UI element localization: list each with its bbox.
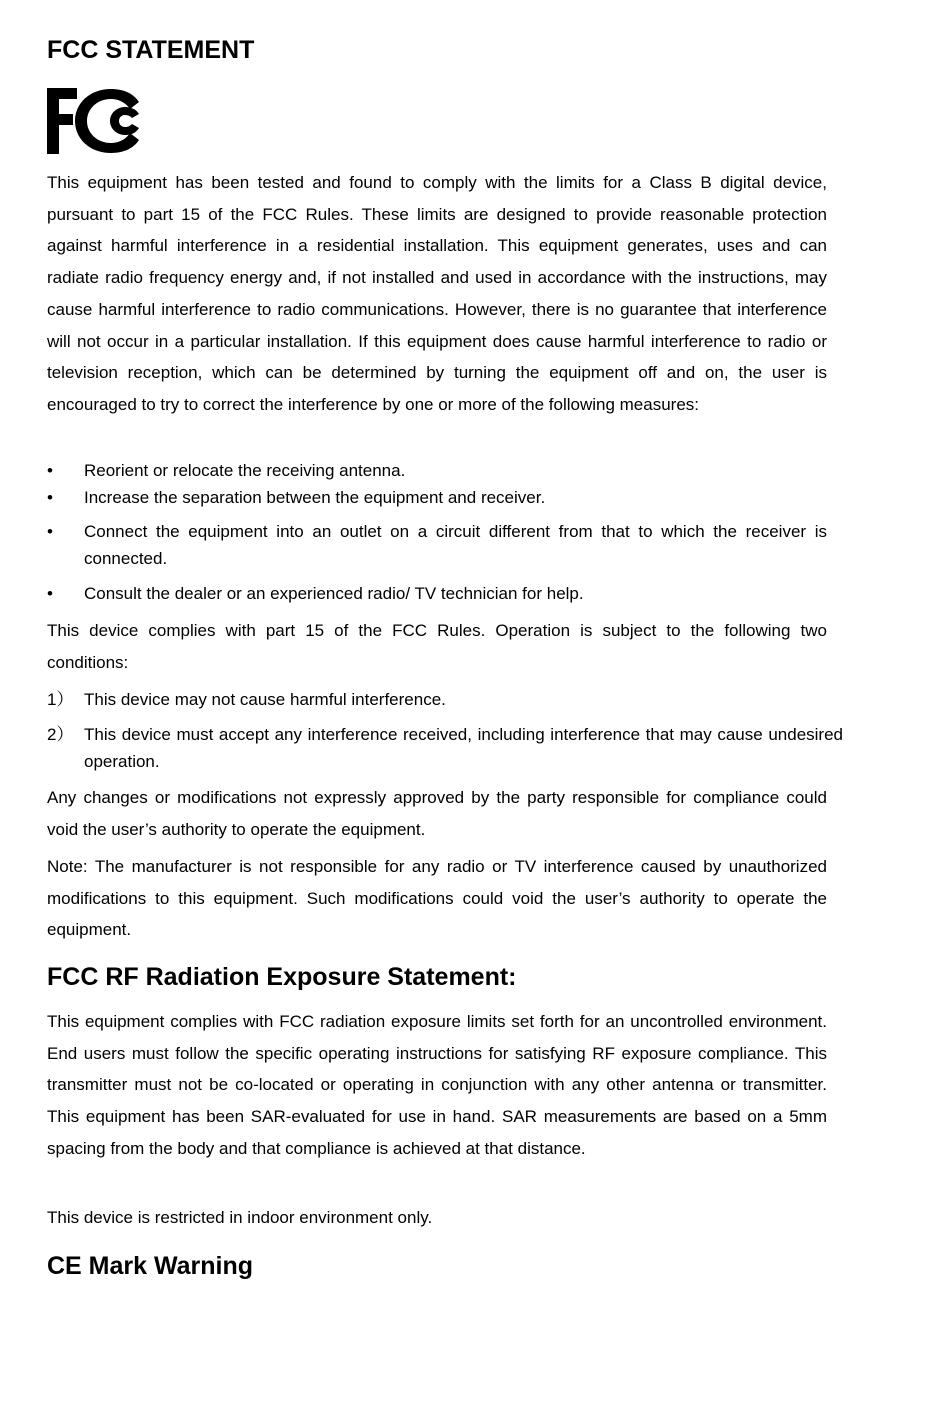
indoor-paragraph: This device is restricted in indoor environment only.	[47, 1208, 433, 1227]
list-item-text: Reorient or relocate the receiving antenna.	[84, 461, 406, 480]
list-item	[47, 580, 827, 607]
rf-exposure-paragraph: This equipment complies with FCC radiation exposure limits set forth for an uncontrolled environment. End users must follow the specific operating instructions for satisfying RF exposure compliance. This transmitter must not be co-located or operating in conjunction with any other antenna or transmitter. This equipment has been SAR-evaluated for use in hand. SAR measurements are based on a 5mm spacing from the body and that compliance is achieved at that distance.	[47, 1012, 827, 1158]
measures-list	[47, 457, 827, 607]
bullet-icon: •	[47, 488, 53, 507]
conditions-intro-block	[47, 615, 827, 678]
rf-exposure-heading: FCC RF Radiation Exposure Statement:	[47, 963, 517, 991]
note-paragraph: Note: The manufacturer is not responsible for any radio or TV interference caused by unauthorized modifications to this equipment. Such modifications could void the user’s authority to operate the equipment.	[47, 857, 827, 940]
indoor-block	[47, 1202, 827, 1234]
list-item	[47, 457, 827, 484]
conditions-list	[47, 686, 843, 775]
list-item	[47, 686, 843, 713]
list-item-text: Connect the equipment into an outlet on a circuit different from that to which the receiver is connected.	[84, 522, 827, 568]
list-item-text: This device must accept any interference received, including interference that may cause undesired operation.	[84, 725, 843, 771]
fcc-logo	[47, 88, 140, 154]
list-item	[47, 721, 843, 775]
changes-block	[47, 782, 827, 845]
list-number: 1）	[47, 690, 74, 709]
ce-mark-heading: CE Mark Warning	[47, 1252, 254, 1280]
rf-exposure-block	[47, 1006, 827, 1165]
bullet-icon: •	[47, 461, 53, 480]
conditions-intro-paragraph: This device complies with part 15 of the FCC Rules. Operation is subject to the following two conditions:	[47, 621, 827, 672]
list-item-text: Increase the separation between the equipment and receiver.	[84, 488, 546, 507]
list-item-text: This device may not cause harmful interference.	[84, 690, 446, 709]
bullet-icon: •	[47, 522, 53, 541]
list-item	[47, 484, 827, 511]
fcc-statement-heading: FCC STATEMENT	[47, 36, 255, 64]
changes-paragraph: Any changes or modifications not expressly approved by the party responsible for compliance could void the user’s authority to operate the equipment.	[47, 788, 827, 839]
bullet-icon: •	[47, 584, 53, 603]
list-number: 2）	[47, 725, 74, 744]
list-item-text: Consult the dealer or an experienced radio/ TV technician for help.	[84, 584, 584, 603]
list-item	[47, 518, 827, 572]
note-block	[47, 851, 827, 946]
fcc-intro-block	[47, 167, 827, 421]
fcc-intro-paragraph: This equipment has been tested and found to comply with the limits for a Class B digital device, pursuant to part 15 of the FCC Rules. These limits are designed to provide reasonable protection against harmful interference in a residential installation. This equipment generates, uses and can radiate radio frequency energy and, if not installed and used in accordance with the instructions, may cause harmful interference to radio communications. However, there is no guarantee that interference will not occur in a particular installation. If this equipment does cause harmful interference to radio or television reception, which can be determined by turning the equipment off and on, the user is encouraged to try to correct the interference by one or more of the following measures:	[47, 173, 827, 414]
